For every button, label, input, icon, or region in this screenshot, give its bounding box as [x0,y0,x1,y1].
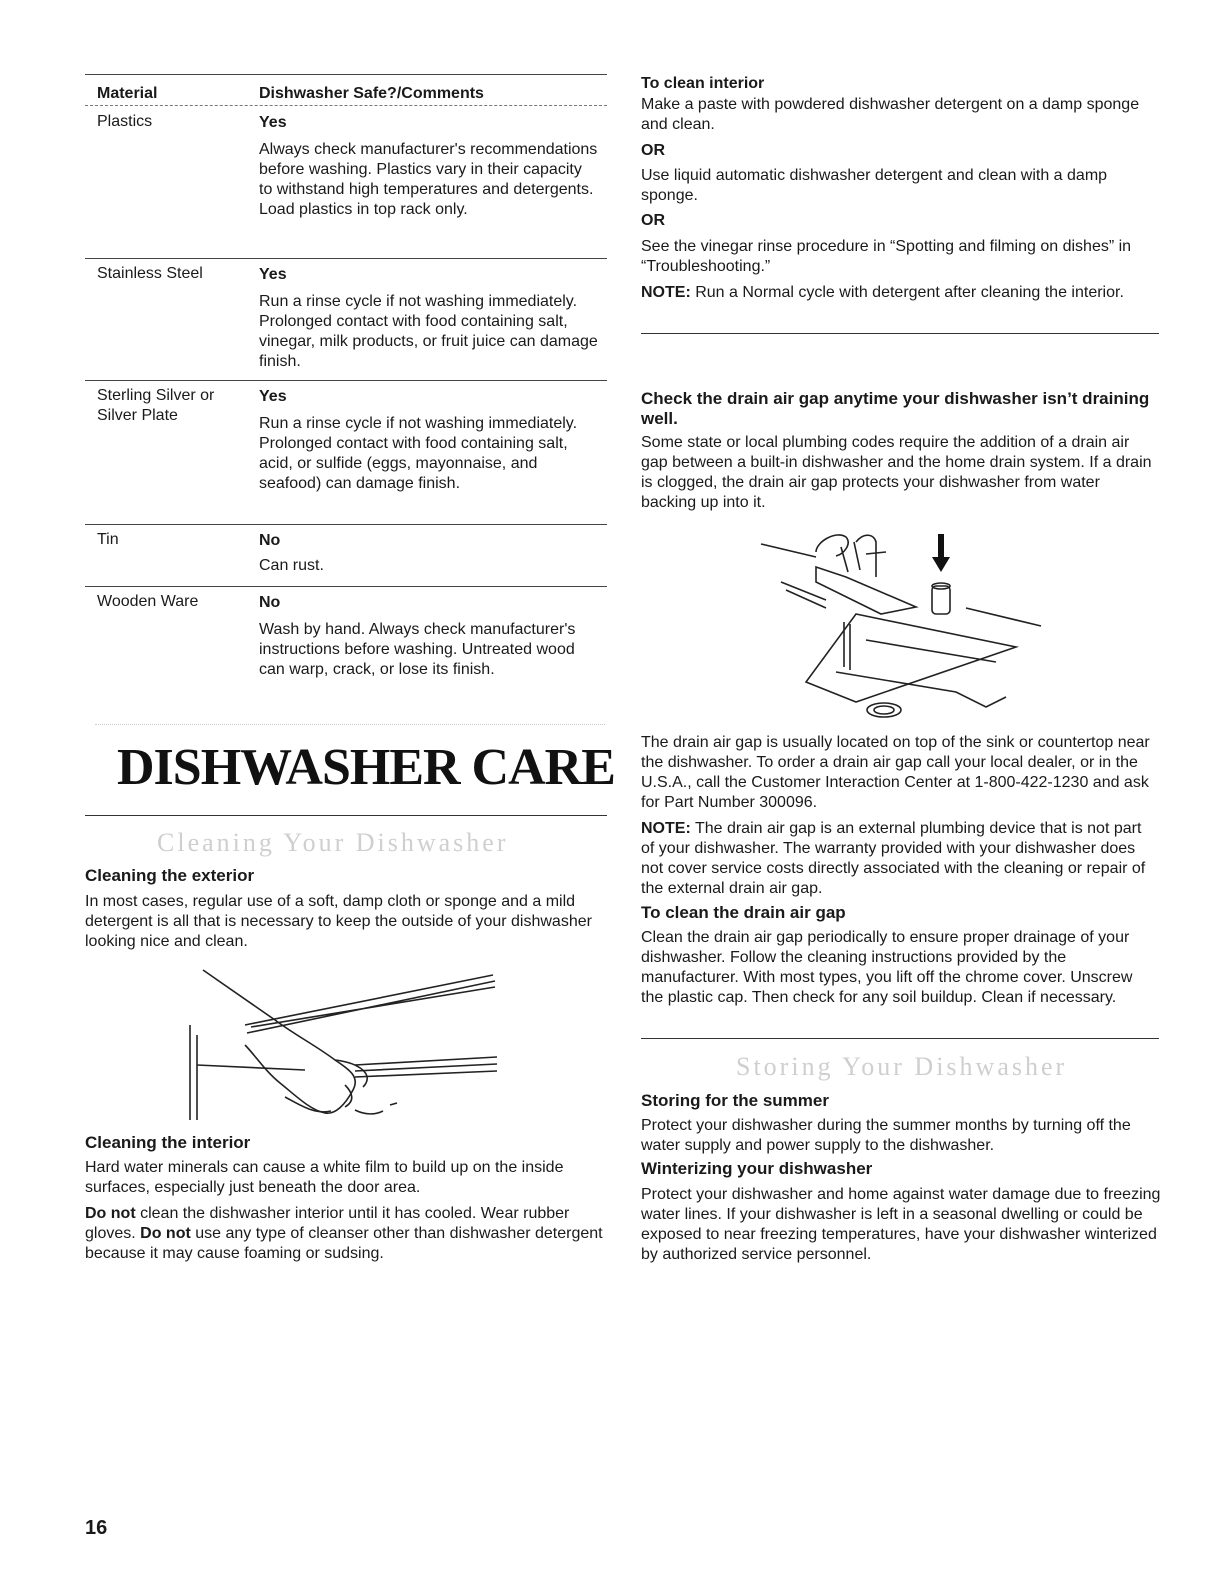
exterior-cleaning-illustration [185,965,505,1125]
material-comment: Wash by hand. Always check manufacturer's instructions before washing. Untreated wood can warp, crack, or lose its finish. [259,621,576,678]
clean-air-gap-heading: To clean the drain air gap [641,903,846,922]
material-name: Stainless Steel [97,265,203,282]
safe-verdict: Yes [259,388,287,405]
do-not-label: Do not [85,1205,136,1222]
clean-interior-step-2: Use liquid automatic dishwasher detergent and clean with a damp sponge. [641,167,1108,204]
material-name: Sterling Silver or Silver Plate [97,387,215,424]
winterizing-heading: Winterizing your dishwasher [641,1159,873,1178]
drain-air-gap-illustration [756,522,1046,722]
table-header [85,74,607,106]
air-gap-location: The drain air gap is usually located on top of the sink or countertop near the dishwasher. To order a drain air gap call your local dealer, or in the U.S.A., call the Customer Interaction Center at 1-800-422-1230 and ask for Part Number 300096. [641,734,1150,811]
storing-summer-text: Protect your dishwasher during the summer months by turning off the water supply and power supply to the dishwasher. [641,1117,1131,1154]
exterior-text: In most cases, regular use of a soft, damp cloth or sponge and a mild detergent is all that is necessary to keep the outside of your dishwasher looking nice and clean. [85,893,592,950]
material-name: Tin [97,531,119,548]
page-number: 16 [85,1517,108,1539]
section-heading-faded: Cleaning Your Dishwasher [157,828,509,857]
note-label: NOTE: [641,820,691,837]
table-row [85,106,607,259]
note-label: NOTE: [641,284,691,301]
do-not-label: Do not [140,1225,191,1242]
safe-verdict: Yes [259,114,287,131]
divider [85,815,607,816]
material-name: Plastics [97,113,153,130]
clean-interior-heading: To clean interior [641,75,765,92]
storing-summer-heading: Storing for the summer [641,1091,829,1110]
safe-verdict: No [259,594,281,611]
or-label: OR [641,142,665,159]
clean-interior-note: NOTE: Run a Normal cycle with detergent after cleaning the interior. [641,284,1124,301]
clean-air-gap-text: Clean the drain air gap periodically to ensure proper drainage of your dishwasher. Follow the cleaning instructions provided by the manufacturer. With most types, you lift off the chrome cover. Unscrew the plastic cap. Then check for any soil buildup. Clean if necessary. [641,929,1133,1006]
material-comment: Can rust. [259,557,324,574]
or-label: OR [641,212,665,229]
exterior-heading: Cleaning the exterior [85,866,255,885]
interior-text: Hard water minerals can cause a white film to build up on the inside surfaces, especially just beneath the door area. [85,1159,564,1196]
safe-verdict: No [259,532,281,549]
table-row [85,586,607,716]
clean-interior-step-1: Make a paste with powdered dishwasher detergent on a damp sponge and clean. [641,96,1140,133]
air-gap-heading: Check the drain air gap anytime your dishwasher isn’t draining well. [641,389,1150,428]
section-heading-faded: Storing Your Dishwasher [736,1052,1068,1081]
column-header-material: Material [97,85,158,102]
column-header-comments: Dishwasher Safe?/Comments [259,85,484,102]
material-comment: Always check manufacturer's recommendations before washing. Plastics vary in their capacity to withstand high temperatures and detergents. Load plastics in top rack only. [259,141,598,218]
page-title: DISHWASHER CARE [117,739,615,796]
interior-warning: Do not clean the dishwasher interior until it has cooled. Wear rubber gloves. Do not use any type of cleanser other than dishwasher detergent because it may cause foaming or sudsing. [85,1205,603,1262]
interior-heading: Cleaning the interior [85,1133,251,1152]
divider [641,333,1159,334]
material-comment: Run a rinse cycle if not washing immediately. Prolonged contact with food containing salt, acid, or sulfide (eggs, mayonnaise, and seafood) can damage finish. [259,415,578,492]
table-row [85,380,607,525]
safe-verdict: Yes [259,266,287,283]
clean-interior-step-3: See the vinegar rinse procedure in “Spotting and filming on dishes” in “Troubleshooting.” [641,238,1132,275]
air-gap-intro: Some state or local plumbing codes require the addition of a drain air gap between a built-in dishwasher and the home drain system. If a drain is clogged, the drain air gap protects your dishwasher from water backing up into it. [641,434,1152,511]
divider [95,724,605,725]
divider [641,1038,1159,1039]
air-gap-note: NOTE: The drain air gap is an external plumbing device that is not part of your dishwasher. The warranty provided with your dishwasher does not cover service costs directly associated with the cleaning or repair of the external drain air gap. [641,820,1146,897]
material-comment: Run a rinse cycle if not washing immediately. Prolonged contact with food containing salt, vinegar, milk products, or fruit juice can damage finish. [259,293,598,370]
winterizing-text: Protect your dishwasher and home against water damage due to freezing water lines. If your dishwasher is left in a seasonal dwelling or could be exposed to near freezing temperatures, have your dishwasher winterized by authorized service personnel. [641,1186,1161,1263]
table-row [85,258,607,381]
material-name: Wooden Ware [97,593,199,610]
table-row [85,524,607,587]
